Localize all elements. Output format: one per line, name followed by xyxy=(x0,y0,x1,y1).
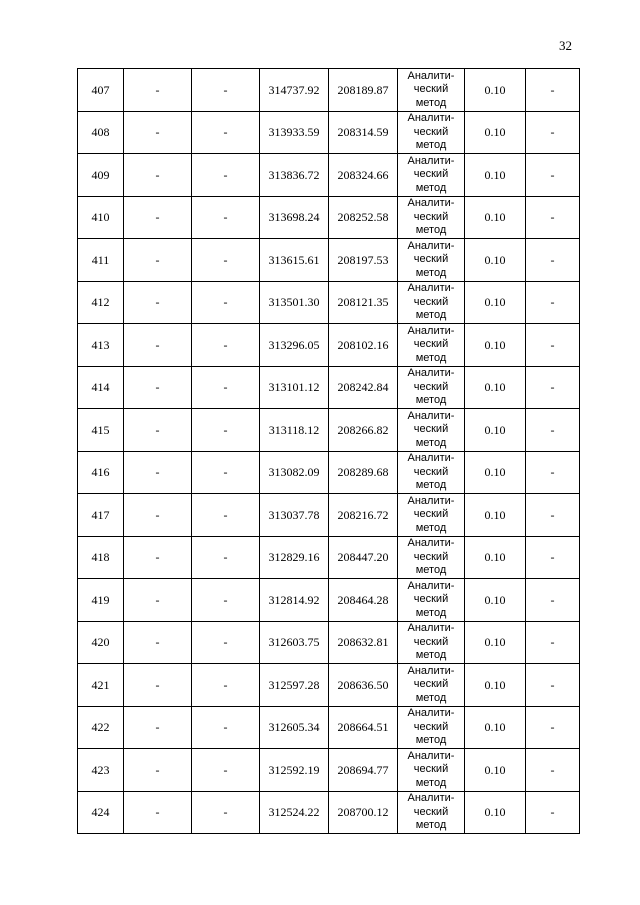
x-coordinate-cell: 313037.78 xyxy=(260,494,329,537)
y-coordinate-cell: 208314.59 xyxy=(329,111,398,154)
page-number: 32 xyxy=(559,38,572,53)
empty-value-cell: - xyxy=(124,749,192,792)
table-row xyxy=(78,494,580,537)
empty-value-cell: - xyxy=(192,111,260,154)
empty-value-cell: - xyxy=(526,111,580,154)
error-value-cell: 0.10 xyxy=(465,281,526,324)
method-text-line: метод xyxy=(415,776,447,789)
method-text-line: метод xyxy=(415,181,447,194)
x-coordinate-cell: 313296.05 xyxy=(260,324,329,367)
method-cell xyxy=(398,494,465,537)
x-coordinate-cell: 312829.16 xyxy=(260,536,329,579)
error-value-cell: 0.10 xyxy=(465,196,526,239)
x-coordinate-cell: 313933.59 xyxy=(260,111,329,154)
method-text-line: Аналити- xyxy=(407,197,455,209)
error-value-cell: 0.10 xyxy=(465,706,526,749)
method-text-line: метод xyxy=(415,564,447,576)
error-value-cell: 0.10 xyxy=(465,239,526,282)
table-row xyxy=(78,621,580,664)
y-coordinate-cell: 208242.84 xyxy=(329,366,398,409)
empty-value-cell: - xyxy=(192,791,260,834)
table-row xyxy=(78,451,580,494)
method-text-line: метод xyxy=(415,606,447,619)
empty-value-cell: - xyxy=(192,239,260,282)
method-text-line: Аналити- xyxy=(407,69,455,82)
method-cell xyxy=(398,154,465,197)
method-text-line: Аналити- xyxy=(407,664,455,677)
table-row xyxy=(78,706,580,749)
y-coordinate-cell: 208694.77 xyxy=(329,749,398,792)
empty-value-cell: - xyxy=(192,69,260,112)
point-number-cell: 424 xyxy=(78,791,124,834)
x-coordinate-cell: 313698.24 xyxy=(260,196,329,239)
empty-value-cell: - xyxy=(124,451,192,494)
empty-value-cell: - xyxy=(192,706,260,749)
error-value-cell: 0.10 xyxy=(465,791,526,834)
empty-value-cell: - xyxy=(192,536,260,579)
error-value-cell: 0.10 xyxy=(465,324,526,367)
method-cell xyxy=(398,324,465,367)
method-text-line: Аналити- xyxy=(407,707,455,719)
empty-value-cell: - xyxy=(192,451,260,494)
method-text-line: ческий xyxy=(413,338,449,350)
table-row xyxy=(78,664,580,707)
empty-value-cell: - xyxy=(124,579,192,622)
method-text-line: ческий xyxy=(413,423,449,435)
table-row xyxy=(78,791,580,834)
method-text-line: метод xyxy=(415,139,447,151)
x-coordinate-cell: 313836.72 xyxy=(260,154,329,197)
method-cell xyxy=(398,621,465,664)
table-row xyxy=(78,111,580,154)
point-number-cell: 411 xyxy=(78,239,124,282)
empty-value-cell: - xyxy=(192,579,260,622)
error-value-cell: 0.10 xyxy=(465,451,526,494)
method-text-line: ческий xyxy=(413,253,449,265)
empty-value-cell: - xyxy=(124,366,192,409)
empty-value-cell: - xyxy=(192,196,260,239)
point-number-cell: 423 xyxy=(78,749,124,792)
method-text-line: метод xyxy=(415,649,447,661)
error-value-cell: 0.10 xyxy=(465,536,526,579)
table-row xyxy=(78,409,580,452)
empty-value-cell: - xyxy=(124,494,192,537)
method-text-line: метод xyxy=(415,436,447,449)
empty-value-cell: - xyxy=(526,281,580,324)
method-cell xyxy=(398,536,465,579)
method-text-line: Аналити- xyxy=(407,579,455,592)
empty-value-cell: - xyxy=(526,706,580,749)
empty-value-cell: - xyxy=(192,324,260,367)
y-coordinate-cell: 208289.68 xyxy=(329,451,398,494)
x-coordinate-cell: 312524.22 xyxy=(260,791,329,834)
method-text-line: ческий xyxy=(413,635,449,648)
error-value-cell: 0.10 xyxy=(465,664,526,707)
point-number-cell: 417 xyxy=(78,494,124,537)
empty-value-cell: - xyxy=(124,154,192,197)
empty-value-cell: - xyxy=(192,154,260,197)
method-text-line: метод xyxy=(415,351,447,364)
method-text-line: ческий xyxy=(413,168,449,180)
method-text-line: метод xyxy=(415,734,447,746)
method-text-line: Аналити- xyxy=(407,537,455,549)
method-text-line: ческий xyxy=(413,593,449,605)
empty-value-cell: - xyxy=(124,791,192,834)
table-row xyxy=(78,749,580,792)
method-text-line: Аналити- xyxy=(407,494,455,507)
method-cell xyxy=(398,451,465,494)
method-cell xyxy=(398,239,465,282)
point-number-cell: 422 xyxy=(78,706,124,749)
y-coordinate-cell: 208252.58 xyxy=(329,196,398,239)
empty-value-cell: - xyxy=(124,69,192,112)
table-row xyxy=(78,366,580,409)
method-cell xyxy=(398,111,465,154)
error-value-cell: 0.10 xyxy=(465,69,526,112)
empty-value-cell: - xyxy=(192,494,260,537)
point-number-cell: 414 xyxy=(78,366,124,409)
point-number-cell: 413 xyxy=(78,324,124,367)
empty-value-cell: - xyxy=(192,281,260,324)
empty-value-cell: - xyxy=(526,69,580,112)
table-row xyxy=(78,536,580,579)
empty-value-cell: - xyxy=(526,494,580,537)
table-row xyxy=(78,239,580,282)
empty-value-cell: - xyxy=(526,749,580,792)
method-text-line: ческий xyxy=(413,678,449,690)
method-cell xyxy=(398,366,465,409)
point-number-cell: 412 xyxy=(78,281,124,324)
x-coordinate-cell: 313082.09 xyxy=(260,451,329,494)
y-coordinate-cell: 208324.66 xyxy=(329,154,398,197)
method-text-line: ческий xyxy=(413,763,449,775)
method-text-line: метод xyxy=(415,266,447,279)
empty-value-cell: - xyxy=(526,239,580,282)
error-value-cell: 0.10 xyxy=(465,111,526,154)
method-text-line: Аналити- xyxy=(407,409,455,422)
method-cell xyxy=(398,196,465,239)
y-coordinate-cell: 208197.53 xyxy=(329,239,398,282)
empty-value-cell: - xyxy=(526,324,580,367)
empty-value-cell: - xyxy=(124,706,192,749)
y-coordinate-cell: 208102.16 xyxy=(329,324,398,367)
table-row xyxy=(78,579,580,622)
method-text-line: ческий xyxy=(413,380,449,393)
method-text-line: ческий xyxy=(413,125,449,138)
y-coordinate-cell: 208636.50 xyxy=(329,664,398,707)
error-value-cell: 0.10 xyxy=(465,579,526,622)
empty-value-cell: - xyxy=(526,409,580,452)
empty-value-cell: - xyxy=(124,664,192,707)
y-coordinate-cell: 208664.51 xyxy=(329,706,398,749)
empty-value-cell: - xyxy=(526,154,580,197)
x-coordinate-cell: 312592.19 xyxy=(260,749,329,792)
empty-value-cell: - xyxy=(124,196,192,239)
point-number-cell: 410 xyxy=(78,196,124,239)
error-value-cell: 0.10 xyxy=(465,366,526,409)
error-value-cell: 0.10 xyxy=(465,409,526,452)
point-number-cell: 420 xyxy=(78,621,124,664)
error-value-cell: 0.10 xyxy=(465,494,526,537)
table-body xyxy=(78,69,580,834)
point-number-cell: 408 xyxy=(78,111,124,154)
point-number-cell: 421 xyxy=(78,664,124,707)
y-coordinate-cell: 208632.81 xyxy=(329,621,398,664)
method-text-line: метод xyxy=(415,521,447,534)
empty-value-cell: - xyxy=(124,239,192,282)
method-cell xyxy=(398,579,465,622)
x-coordinate-cell: 313101.12 xyxy=(260,366,329,409)
y-coordinate-cell: 208121.35 xyxy=(329,281,398,324)
method-text-line: ческий xyxy=(413,508,449,520)
method-cell xyxy=(398,69,465,112)
method-text-line: Аналити- xyxy=(407,112,455,124)
x-coordinate-cell: 312603.75 xyxy=(260,621,329,664)
empty-value-cell: - xyxy=(526,451,580,494)
method-text-line: Аналити- xyxy=(407,749,455,762)
method-text-line: Аналити- xyxy=(407,154,455,167)
method-cell xyxy=(398,409,465,452)
x-coordinate-cell: 312597.28 xyxy=(260,664,329,707)
point-number-cell: 409 xyxy=(78,154,124,197)
method-cell xyxy=(398,281,465,324)
method-text-line: метод xyxy=(415,479,447,491)
method-text-line: Аналити- xyxy=(407,239,455,252)
empty-value-cell: - xyxy=(192,621,260,664)
empty-value-cell: - xyxy=(124,281,192,324)
y-coordinate-cell: 208464.28 xyxy=(329,579,398,622)
y-coordinate-cell: 208266.82 xyxy=(329,409,398,452)
empty-value-cell: - xyxy=(526,366,580,409)
empty-value-cell: - xyxy=(124,324,192,367)
empty-value-cell: - xyxy=(526,196,580,239)
table-row xyxy=(78,281,580,324)
method-text-line: Аналити- xyxy=(407,324,455,337)
method-text-line: ческий xyxy=(413,805,449,818)
x-coordinate-cell: 313615.61 xyxy=(260,239,329,282)
empty-value-cell: - xyxy=(526,621,580,664)
x-coordinate-cell: 312814.92 xyxy=(260,579,329,622)
empty-value-cell: - xyxy=(526,791,580,834)
empty-value-cell: - xyxy=(124,621,192,664)
table-row xyxy=(78,196,580,239)
method-text-line: метод xyxy=(415,96,447,109)
method-text-line: ческий xyxy=(413,210,449,223)
method-text-line: метод xyxy=(415,819,447,831)
method-cell xyxy=(398,706,465,749)
point-number-cell: 415 xyxy=(78,409,124,452)
method-cell xyxy=(398,749,465,792)
method-text-line: Аналити- xyxy=(407,792,455,804)
method-text-line: метод xyxy=(415,691,447,704)
table-row xyxy=(78,69,580,112)
point-number-cell: 419 xyxy=(78,579,124,622)
empty-value-cell: - xyxy=(124,536,192,579)
x-coordinate-cell: 312605.34 xyxy=(260,706,329,749)
empty-value-cell: - xyxy=(124,409,192,452)
method-text-line: Аналити- xyxy=(407,367,455,379)
method-text-line: Аналити- xyxy=(407,452,455,464)
method-text-line: Аналити- xyxy=(407,282,455,294)
empty-value-cell: - xyxy=(192,409,260,452)
empty-value-cell: - xyxy=(192,749,260,792)
x-coordinate-cell: 313118.12 xyxy=(260,409,329,452)
y-coordinate-cell: 208447.20 xyxy=(329,536,398,579)
point-number-cell: 416 xyxy=(78,451,124,494)
method-text-line: ческий xyxy=(413,550,449,563)
method-cell xyxy=(398,664,465,707)
point-number-cell: 418 xyxy=(78,536,124,579)
method-text-line: Аналити- xyxy=(407,622,455,634)
table-row xyxy=(78,324,580,367)
method-text-line: ческий xyxy=(413,83,449,95)
method-text-line: метод xyxy=(415,394,447,406)
empty-value-cell: - xyxy=(526,579,580,622)
y-coordinate-cell: 208189.87 xyxy=(329,69,398,112)
empty-value-cell: - xyxy=(526,664,580,707)
empty-value-cell: - xyxy=(192,366,260,409)
method-text-line: метод xyxy=(415,309,447,321)
point-number-cell: 407 xyxy=(78,69,124,112)
x-coordinate-cell: 314737.92 xyxy=(260,69,329,112)
x-coordinate-cell: 313501.30 xyxy=(260,281,329,324)
method-text-line: ческий xyxy=(413,295,449,308)
empty-value-cell: - xyxy=(192,664,260,707)
method-text-line: метод xyxy=(415,224,447,236)
empty-value-cell: - xyxy=(526,536,580,579)
error-value-cell: 0.10 xyxy=(465,154,526,197)
table-row xyxy=(78,154,580,197)
method-text-line: ческий xyxy=(413,465,449,478)
method-cell xyxy=(398,791,465,834)
coordinates-table xyxy=(77,68,580,834)
error-value-cell: 0.10 xyxy=(465,621,526,664)
method-text-line: ческий xyxy=(413,720,449,733)
y-coordinate-cell: 208700.12 xyxy=(329,791,398,834)
error-value-cell: 0.10 xyxy=(465,749,526,792)
empty-value-cell: - xyxy=(124,111,192,154)
y-coordinate-cell: 208216.72 xyxy=(329,494,398,537)
